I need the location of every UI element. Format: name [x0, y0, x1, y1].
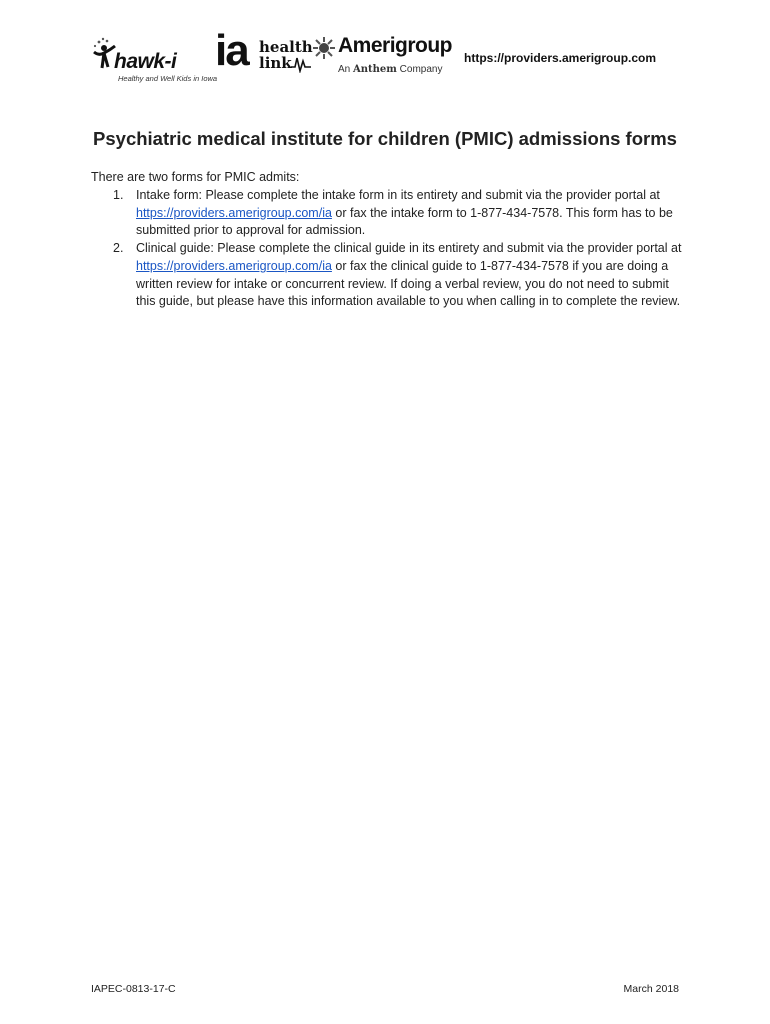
page-title: Psychiatric medical institute for children (PMIC) admissions forms [93, 128, 677, 149]
list-item-text: Intake form: Please complete the intake form in its entirety and submit via the provider portal at https://providers.amerigroup.com/ia or fax the intake form to 1-877-434-7578. This form has to be submitted prior to approval for admission. [136, 188, 673, 238]
header-url: https://providers.amerigroup.com [464, 51, 657, 65]
intro-text: There are two forms for PMIC admits: [91, 170, 300, 184]
amerigroup-tagline: An Anthem Company [338, 64, 443, 75]
list-item-text: Clinical guide: Please complete the clinical guide in its entirety and submit via the provider portal at https://providers.amerigroup.com/ia or fax the clinical guide to 1-877-434-7578 if you are doing a written review for intake or concurrent review. If doing a verbal review, you do not need to submit this guide, but please have this information available to you when calling in to complete the review. [136, 241, 682, 309]
amerigroup-logo [312, 34, 458, 80]
hawki-tagline: Healthy and Well Kids in Iowa [118, 74, 218, 83]
ia-health-word: health [259, 38, 313, 56]
hawki-logo [90, 36, 218, 86]
amerigroup-name: Amerigroup [338, 34, 453, 57]
forms-list [91, 187, 691, 311]
ia-health-link-logo [215, 26, 313, 81]
list-number: 1. [113, 188, 124, 202]
heartbeat-wave-icon [291, 55, 311, 73]
ia-letters: ia [215, 26, 248, 75]
hawki-name: hawk-i [114, 50, 177, 73]
document-code: IAPEC-0813-17-C [91, 983, 176, 995]
amerigroup-burst-icon [312, 36, 336, 60]
document-date: March 2018 [623, 983, 679, 995]
list-number: 2. [113, 241, 124, 256]
list-item-clinical [91, 240, 691, 311]
ia-link-word: link [259, 54, 292, 72]
list-item-intake [91, 187, 691, 240]
portal-link[interactable]: https://providers.amerigroup.com/ia [136, 258, 332, 273]
portal-link[interactable]: https://providers.amerigroup.com/ia [136, 205, 332, 220]
